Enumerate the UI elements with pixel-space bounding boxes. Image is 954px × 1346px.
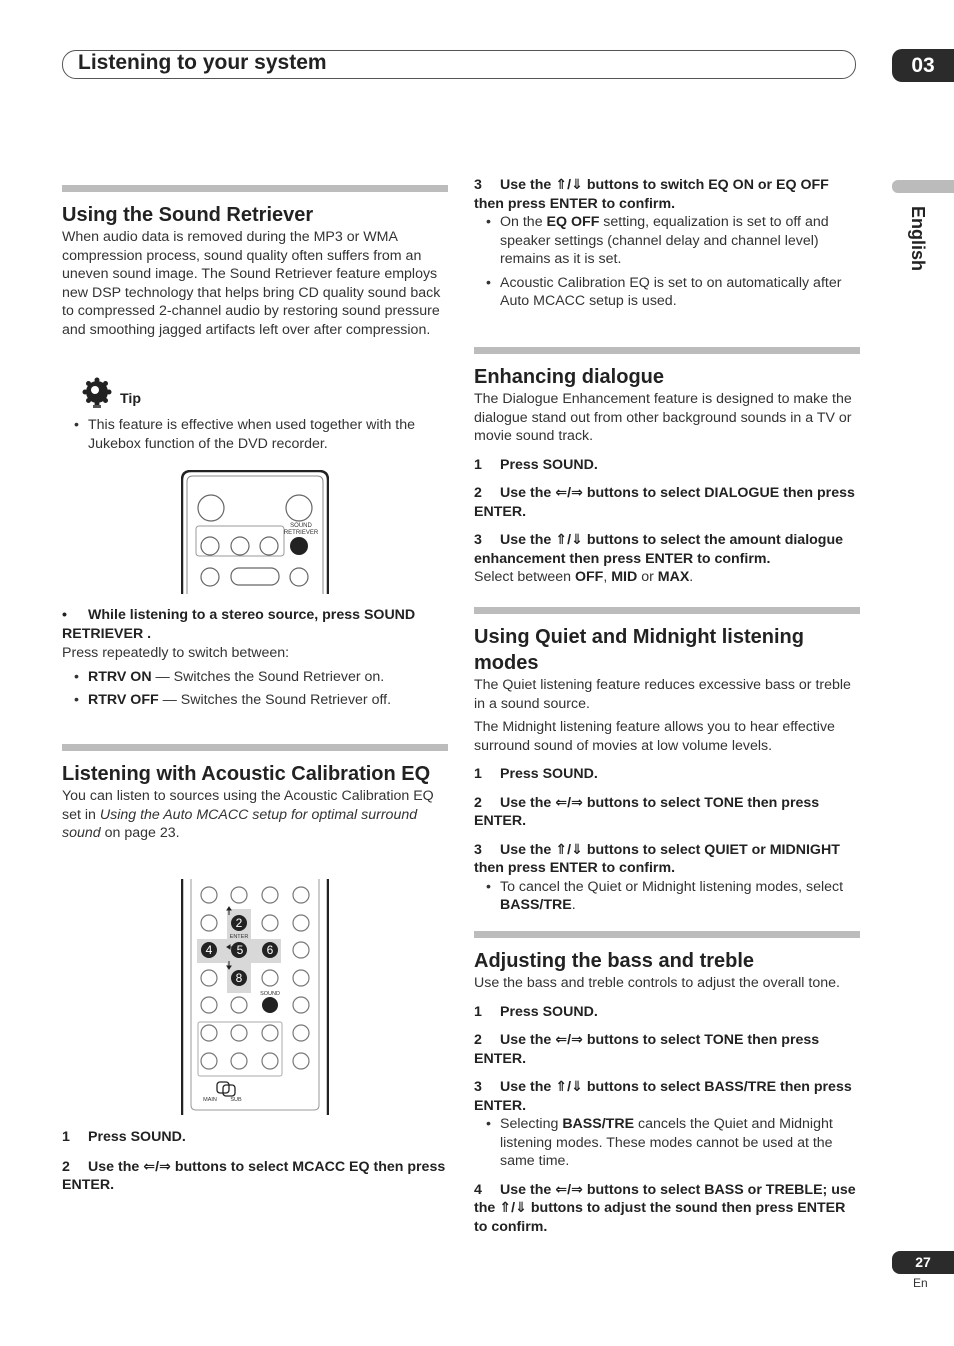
- step-3: 3 Use the ⇑/⇓ buttons to select the amount dialogue enhancement then press ENTER to confirm.: [474, 532, 844, 567]
- step-3: 3 Use the ⇑/⇓ buttons to select QUIET or MIDNIGHT then press ENTER to confirm.: [474, 841, 840, 876]
- remote-label-sound: SOUND: [260, 991, 280, 997]
- section-bar: [474, 931, 860, 938]
- step-2: 2 Use the ⇐/⇒ buttons to select DIALOGUE then press ENTER.: [474, 485, 855, 520]
- tip-text: • This feature is effective when used together with the Jukebox function of the DVD recorder.: [62, 416, 448, 453]
- remote-key-6: 6: [266, 943, 274, 957]
- section-title: Listening to your system: [78, 51, 327, 74]
- step-3: 3 Use the ⇑/⇓ buttons to switch EQ ON or EQ OFF then press ENTER to confirm.: [474, 177, 829, 212]
- step-1: 1 Press SOUND.: [474, 766, 598, 782]
- language-bar: [892, 180, 954, 193]
- section-bar: [62, 744, 448, 751]
- bullet-bass-tre: • Selecting BASS/TRE cancels the Quiet and Midnight listening modes. These modes cannot be used at the same time.: [474, 1115, 860, 1171]
- step-1: 1 Press SOUND.: [62, 1129, 186, 1145]
- bass-treble-section: [474, 931, 860, 1236]
- remote-label-retriever: RETRIEVER: [283, 530, 319, 536]
- option-rtrv-on: • RTRV ON — Switches the Sound Retriever on.: [62, 668, 448, 687]
- step-2: 2 Use the ⇐/⇒ buttons to select TONE then press ENTER.: [474, 1032, 820, 1067]
- remote-label-sound: SOUND: [290, 523, 312, 529]
- section-heading: Using Quiet and Midnight listening modes: [474, 626, 804, 674]
- acoustic-eq-steps-right: [474, 176, 860, 311]
- acoustic-eq-section: [62, 744, 448, 843]
- step-3: 3 Use the ⇑/⇓ buttons to select BASS/TRE then press ENTER.: [474, 1079, 852, 1114]
- paragraph: When audio data is removed during the MP3 or WMA compression process, sound quality often suffers from an uneven sound image. The Sound Retriever feature employs new DSP technology that helps bring CD quality sound back to compressed 2-channel audio by restoring sound pressure and smoothing jagged artifacts left over after compression.: [62, 229, 441, 338]
- page-number: 27: [892, 1251, 954, 1274]
- paragraph: The Quiet listening feature reduces excessive bass or treble in a sound source.: [474, 677, 851, 712]
- section-bar: [474, 347, 860, 354]
- chapter-tab: 03: [892, 49, 954, 82]
- remote-key-5: 5: [236, 943, 244, 957]
- option-rtrv-off: • RTRV OFF — Switches the Sound Retriever off.: [62, 691, 448, 710]
- section-bar: [62, 185, 448, 192]
- paragraph: Press repeatedly to switch between:: [62, 645, 290, 661]
- section-heading: Using the Sound Retriever: [62, 204, 314, 226]
- dialogue-section: [474, 347, 860, 587]
- step-instruction: • While listening to a stereo source, press SOUND RETRIEVER .: [62, 607, 416, 642]
- tip-list: [62, 416, 448, 453]
- remote-sound-illustration: [181, 879, 329, 1115]
- remote-key-8: 8: [235, 971, 243, 985]
- bullet-auto: • Acoustic Calibration EQ is set to on automatically after Auto MCACC setup is used.: [474, 274, 860, 311]
- page-language: En: [913, 1276, 928, 1290]
- step-2: 2 Use the ⇐/⇒ buttons to select TONE then press ENTER.: [474, 794, 820, 829]
- remote-label-enter: ENTER: [229, 934, 249, 940]
- quiet-section: [474, 607, 860, 915]
- tip-label: Tip: [120, 391, 142, 407]
- sound-retriever-steps: [62, 606, 448, 710]
- section-heading: Enhancing dialogue: [474, 366, 665, 388]
- section-bar: [474, 607, 860, 614]
- sound-retriever-section: [62, 185, 448, 339]
- step-2: 2 Use the ⇐/⇒ buttons to select MCACC EQ then press ENTER.: [62, 1158, 446, 1193]
- bullet-cancel: • To cancel the Quiet or Midnight listening modes, select BASS/TRE.: [474, 878, 860, 915]
- acoustic-eq-steps-left: [62, 1128, 448, 1195]
- step-4: 4 Use the ⇐/⇒ buttons to select BASS or TREBLE; use the ⇑/⇓ buttons to adjust the sound then press ENTER to confirm.: [474, 1181, 856, 1235]
- section-heading: Listening with Acoustic Calibration EQ: [62, 763, 431, 785]
- paragraph: Use the bass and treble controls to adjust the overall tone.: [474, 975, 840, 991]
- bullet-eq-off: • On the EQ OFF setting, equalization is set to off and speaker settings (channel delay and channel level) remains as it is set.: [474, 213, 860, 269]
- paragraph: The Midnight listening feature allows you to hear effective surround sound of movies at low volume levels.: [474, 719, 835, 754]
- remote-label-sub: SUB: [230, 1097, 242, 1103]
- tip-icon: [79, 377, 115, 411]
- step-1: 1 Press SOUND.: [474, 1003, 598, 1020]
- step-1: 1 Press SOUND.: [474, 456, 598, 473]
- paragraph: You can listen to sources using the Acoustic Calibration EQ set in Using the Auto MCACC setup for optimal surround sound on page 23.: [62, 788, 434, 841]
- section-heading: Adjusting the bass and treble: [474, 950, 755, 972]
- remote-key-2: 2: [235, 916, 243, 930]
- language-label: English: [908, 206, 928, 272]
- remote-key-4: 4: [205, 943, 213, 957]
- remote-label-main: MAIN: [203, 1097, 217, 1103]
- remote-sound-retriever-illustration: [181, 470, 329, 594]
- paragraph: Select between OFF, MID or MAX.: [474, 569, 694, 585]
- paragraph: The Dialogue Enhancement feature is designed to make the dialogue stand out from other background sounds in a TV or movie sound track.: [474, 391, 852, 444]
